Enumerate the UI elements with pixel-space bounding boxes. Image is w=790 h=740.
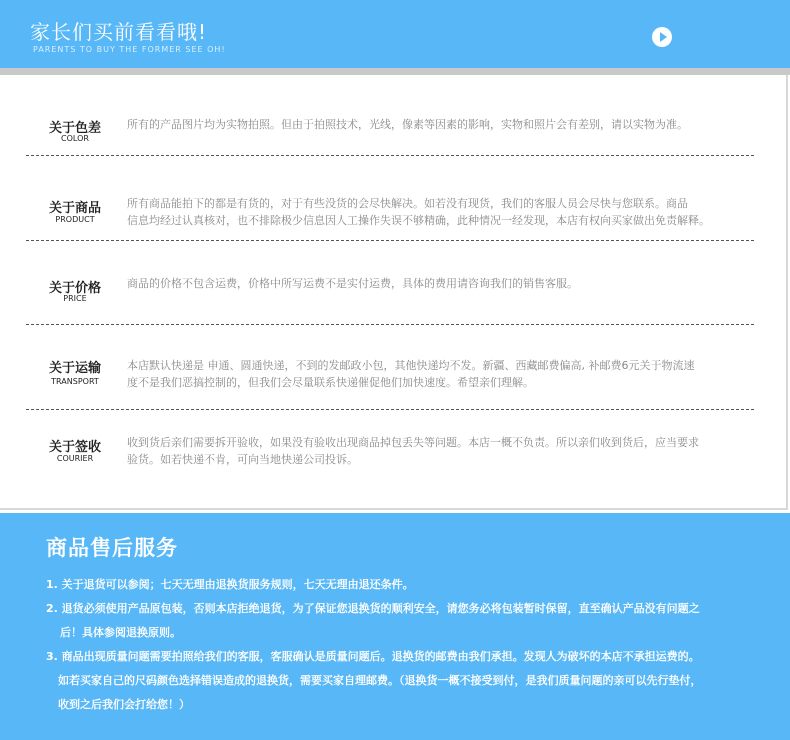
notice-label-en: TRANSPORT	[51, 377, 99, 386]
notice-text	[127, 116, 749, 133]
dashed-divider	[26, 240, 754, 241]
notice-label-cn: 关于运输	[48, 361, 101, 376]
dashed-divider	[26, 409, 754, 410]
after-sales-section	[0, 513, 790, 740]
dashed-divider	[26, 324, 754, 325]
notice-text-line: 验货。如若快递不肯，可向当地快递公司投诉。	[127, 453, 358, 466]
notice-label-en: PRODUCT	[55, 215, 95, 224]
play-circle-icon[interactable]	[652, 27, 672, 47]
divider-bar	[0, 68, 790, 75]
notice-label-cn: 关于色差	[48, 121, 101, 136]
after-sales-title: 商品售后服务	[46, 536, 178, 560]
notice-text	[127, 275, 749, 292]
notice-text-line: 本店默认快递是 申通、圆通快递，不到的发邮政小包，其他快递均不发。新疆、西藏邮费偏高, 补邮费6元关于物流速	[127, 359, 695, 372]
after-sales-list	[46, 573, 756, 717]
list-item-line: 2. 退货必须使用产品原包装，否则本店拒绝退货，为了保证您退换货的顺利安全，请您务必将包装暂时保留，直至确认产品没有问题之	[46, 602, 700, 615]
notice-label-cn: 关于价格	[48, 281, 101, 296]
play-triangle-icon	[660, 32, 667, 42]
notice-text-line: 所有的产品图片均为实物拍照。但由于拍照技术，光线，像素等因素的影响，实物和照片会有差别，请以实物为准。	[127, 118, 688, 131]
list-item-line: 如若买家自己的尺码颜色选择错误造成的退换货，需要买家自理邮费。（退换货一概不接受到付，是我们质量问题的亲可以先行垫付，	[58, 674, 702, 687]
list-item-line: 1. 关于退货可以参阅；七天无理由退换货服务规则，七天无理由退还条件。	[46, 578, 414, 591]
notice-label-en: COURIER	[56, 454, 94, 463]
notice-text-line: 度不是我们恶搞控制的，但我们会尽量联系快递催促他们加快速度。希望亲们理解。	[127, 376, 534, 389]
dashed-divider	[26, 155, 754, 156]
notice-text	[127, 357, 749, 391]
list-item	[46, 597, 756, 645]
notice-text-line: 所有商品能拍下的都是有货的，对于有些没货的会尽快解决。如若没有现货，我们的客服人员会尽快与您联系。商品	[127, 197, 688, 210]
header-banner	[0, 0, 790, 68]
list-item-line: 3. 商品出现质量问题需要拍照给我们的客服，客服确认是质量问题后。退换货的邮费由我们承担。发现人为破坏的本店不承担运费的。	[46, 650, 700, 663]
header-subtitle: PARENTS TO BUY THE FORMER SEE OH!	[33, 45, 226, 54]
notice-text	[127, 195, 749, 229]
notice-text-line: 收到货后亲们需要拆开验收，如果没有验收出现商品掉包丢失等问题。本店一概不负责。所以亲们收到货后，应当要求	[127, 436, 699, 449]
list-item-line: 后！具体参阅退换原则。	[60, 626, 181, 639]
list-item	[46, 645, 756, 717]
notice-label-en: COLOR	[61, 134, 89, 143]
notice-text-line: 信息均经过认真核对，也不排除极少信息因人工操作失误不够精确，此种情况一经发现，本店有权向买家做出免责解释。	[127, 214, 710, 227]
list-item-line: 收到之后我们会打给您！）	[58, 698, 190, 711]
notices-panel	[0, 75, 788, 510]
notice-label-cn: 关于商品	[48, 201, 101, 216]
notice-text	[127, 434, 749, 468]
notice-label-cn: 关于签收	[48, 440, 101, 455]
list-item	[46, 573, 756, 597]
notice-text-line: 商品的价格不包含运费，价格中所写运费不是实付运费，具体的费用请咨询我们的销售客服。	[127, 277, 578, 290]
header-title: 家长们买前看看哦!	[30, 20, 208, 44]
notice-label-en: PRICE	[63, 294, 87, 303]
